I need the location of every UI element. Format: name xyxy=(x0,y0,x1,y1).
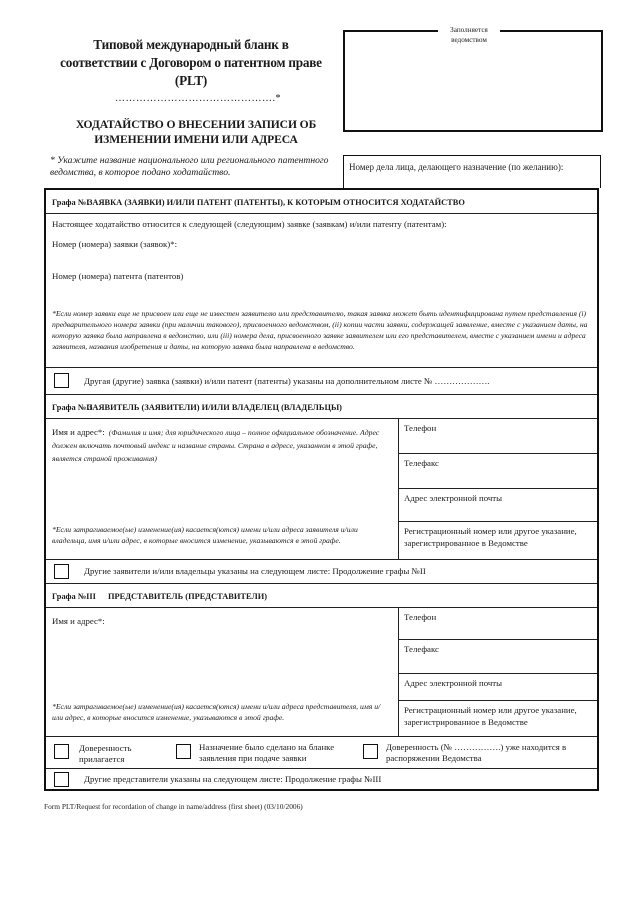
section1-checkbox-row xyxy=(46,368,597,395)
other-applications-label: Другая (другие) заявка (заявки) и/или патент (патенты) указаны на дополнительном листе № ………………. xyxy=(84,376,490,386)
section2-header xyxy=(46,395,597,419)
section1-number: Графа №I xyxy=(52,198,90,207)
section2-checkbox-row xyxy=(46,560,597,584)
application-number-field[interactable]: Номер (номера) заявки (заявок)*: xyxy=(52,239,178,249)
phone-label: Телефон xyxy=(404,423,437,433)
form-title: Типовой международный бланк в соответствии с Договором о патентном праве (PLT) xyxy=(60,37,322,88)
office-name-field[interactable]: ……………………………………….* xyxy=(115,93,281,104)
section3-checkbox-row xyxy=(46,769,597,791)
power-of-attorney-on-file-checkbox[interactable] xyxy=(363,744,378,759)
section2-footnote: *Если затрагиваемое(ые) изменение(ия) касается(ются) имени и/или адреса заявителя и/или владельца, имя и/или адрес, в которые вносится изменение, указываются в этой графе. xyxy=(52,525,358,545)
other-applications-checkbox[interactable] xyxy=(54,373,69,388)
section3-number: Графа №III xyxy=(52,592,96,601)
section2-title: ЗАЯВИТЕЛЬ (ЗАЯВИТЕЛИ) И/ИЛИ ВЛАДЕЛЕЦ (ВЛАДЕЛЬЦЫ) xyxy=(88,403,342,412)
section3-body xyxy=(46,608,597,737)
fax-label: Телефакс xyxy=(404,458,439,468)
reference-number-label: Номер дела лица, делающего назначение (по желанию): xyxy=(349,162,564,172)
other-representatives-label: Другие представители указаны на следующем листе: Продолжение графы №III xyxy=(84,774,382,784)
representative-name-address-field[interactable]: Имя и адрес*: xyxy=(52,616,105,626)
request-title: ХОДАТАЙСТВО О ВНЕСЕНИИ ЗАПИСИ ОБ ИЗМЕНЕНИИ ИМЕНИ ИЛИ АДРЕСА xyxy=(75,118,317,146)
representative-email-field[interactable] xyxy=(399,674,597,701)
registration-label: Регистрационный номер или другое указание, зарегистрированное в Ведомстве xyxy=(404,705,577,727)
office-use-label: Заполняется ведомством xyxy=(438,25,500,45)
section1-intro: Настоящее ходатайство относится к следующей (следующим) заявке (заявкам) и/или патенту (патентам): xyxy=(52,219,447,229)
representative-registration-field[interactable] xyxy=(399,701,597,737)
section1-header xyxy=(46,190,597,214)
office-use-box xyxy=(343,30,603,132)
applicant-name-label: Имя и адрес*: xyxy=(52,427,105,437)
section1-body xyxy=(46,214,597,368)
applicant-email-field[interactable] xyxy=(399,489,597,522)
patent-number-field[interactable]: Номер (номера) патента (патентов) xyxy=(52,271,184,281)
form-body xyxy=(44,188,599,791)
form-footer: Form PLT/Request for recordation of change in name/address (first sheet) (03/10/2006) xyxy=(44,802,303,811)
office-note: * Укажите название национального или регионального патентного ведомства, в которое подано ходатайство. xyxy=(50,155,329,178)
other-applicants-checkbox[interactable] xyxy=(54,564,69,579)
section1-title: ЗАЯВКА (ЗАЯВКИ) И/ИЛИ ПАТЕНТ (ПАТЕНТЫ), К КОТОРЫМ ОТНОСИТСЯ ХОДАТАЙСТВО xyxy=(88,198,465,207)
phone-label: Телефон xyxy=(404,612,437,622)
section3-footnote: *Если затрагиваемое(ые) изменение(ия) касается(ются) имени и/или адреса представителя, имя и/или адрес, в которые вносится изменение, указываются в этой графе. xyxy=(52,702,381,722)
applicant-phone-field[interactable] xyxy=(399,419,597,454)
applicant-name-hint: (Фамилия и имя; для юридического лица – полное официальное обозначение. Адрес должен включать почтовый индекс и название страны. Страна в адресе, указанном в этой графе, является страной проживания) xyxy=(52,428,380,463)
section3-contact-column xyxy=(399,608,597,736)
email-label: Адрес электронной почты xyxy=(404,678,503,688)
section3-options-row xyxy=(46,737,597,769)
section1-footnote: *Если номер заявки еще не присвоен или еще не известен заявителю или представителю, такая заявка может быть идентифицирована путем представления (i) предварительного номера заявки (при наличии такового), присвоенного ведомством, (ii) копии части заявки, содержащей заявление, вместе с указанием даты, на которую заявка была направлена в ведомство, или (iii) номера дела, присвоенного заявке заявителем или его представителем, вместе с указанием имени и адреса заявителя, названия изобретения и даты, на которую заявка была направлена в ведомство. xyxy=(52,309,588,351)
fax-label: Телефакс xyxy=(404,644,439,654)
section3-header xyxy=(46,584,597,608)
power-of-attorney-attached-label: Доверенность прилагается xyxy=(79,743,132,764)
section2-body xyxy=(46,419,597,560)
reference-number-box[interactable] xyxy=(343,155,601,188)
power-of-attorney-on-file-label: Доверенность (№ …………….) уже находится в распоряжении Ведомства xyxy=(386,742,567,763)
section2-number: Графа №II xyxy=(52,403,93,412)
appointment-on-request-label: Назначение было сделано на бланке заявления при подаче заявки xyxy=(199,742,335,763)
registration-label: Регистрационный номер или другое указание, зарегистрированное в Ведомстве xyxy=(404,526,577,548)
applicant-name-address-field[interactable] xyxy=(52,425,392,464)
representative-fax-field[interactable] xyxy=(399,640,597,674)
applicant-fax-field[interactable] xyxy=(399,454,597,489)
other-representatives-checkbox[interactable] xyxy=(54,772,69,787)
section2-contact-column xyxy=(399,419,597,559)
representative-phone-field[interactable] xyxy=(399,608,597,640)
power-of-attorney-attached-checkbox[interactable] xyxy=(54,744,69,759)
email-label: Адрес электронной почты xyxy=(404,493,503,503)
other-applicants-label: Другие заявители и/или владельцы указаны на следующем листе: Продолжение графы №II xyxy=(84,566,426,576)
applicant-registration-field[interactable] xyxy=(399,522,597,560)
section3-title: ПРЕДСТАВИТЕЛЬ (ПРЕДСТАВИТЕЛИ) xyxy=(108,592,268,601)
appointment-on-request-checkbox[interactable] xyxy=(176,744,191,759)
